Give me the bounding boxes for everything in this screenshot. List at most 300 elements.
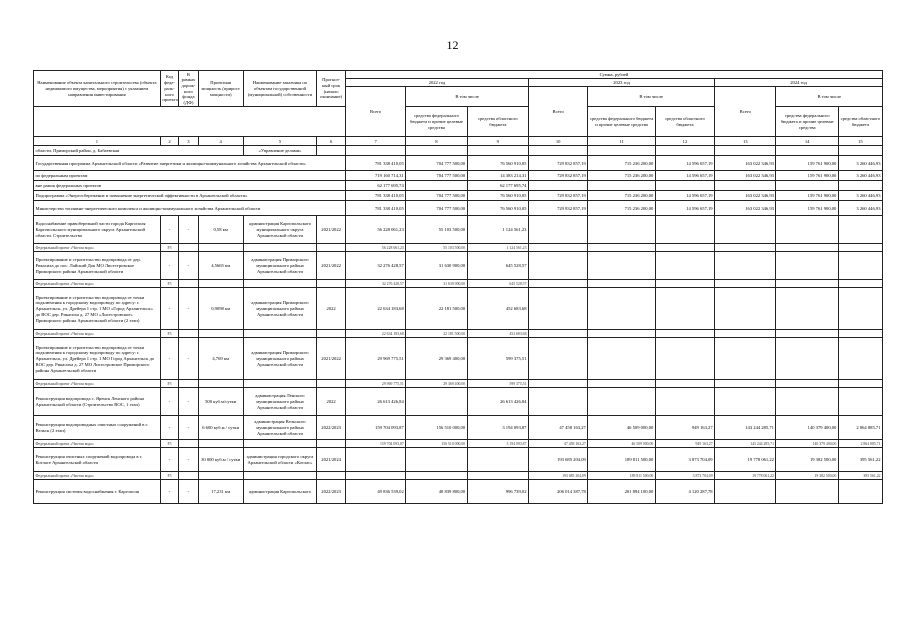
header-object-name: Наименование объекта капитального строительства (объекта недвижимого имущества, мероприятия) с указанием направления инвестирования <box>34 71 161 107</box>
amount-cell <box>528 181 587 191</box>
amount-cell <box>588 330 656 338</box>
amount-cell: 719 160 714,31 <box>345 171 405 181</box>
amount-cell <box>776 280 838 288</box>
term-cell <box>317 440 346 448</box>
header-sum-title: Сумма, рублей <box>345 71 882 79</box>
column-number: 13 <box>715 137 776 146</box>
amount-cell: 62 177 695,74 <box>467 181 528 191</box>
amount-cell: 729 832 857,19 <box>528 156 587 171</box>
amount-cell: 201 894 100,00 <box>588 480 656 504</box>
amount-cell: 4 120 287,78 <box>655 480 714 504</box>
federal-project-code-cell: - <box>160 388 178 416</box>
amount-cell: 163 022 346,93 <box>715 201 776 216</box>
amount-cell <box>588 380 656 388</box>
amount-cell <box>528 288 587 330</box>
amount-cell <box>838 330 882 338</box>
amount-cell: 14 596 657,19 <box>655 201 714 216</box>
row-name: Проектирование и строительство водопровода от дер. Рикасиха до пос. Лайский Док МО Лисестровское Приморского района Архангельской области <box>34 252 161 280</box>
amount-cell: 62 177 695,74 <box>345 181 405 191</box>
amount-cell: 193 685 204,09 <box>528 472 587 480</box>
amount-cell: 949 163,27 <box>655 440 714 448</box>
road-fund-cell: - <box>179 388 198 416</box>
amount-cell <box>715 380 776 388</box>
table-row <box>34 171 883 181</box>
customer-cell: администрация Приморского муниципального района Архангельской области <box>243 338 317 380</box>
federal-project-code-cell: F5 <box>160 280 178 288</box>
amount-cell: 163 022 346,93 <box>715 171 776 181</box>
amount-cell: 704 777 500,00 <box>406 201 467 216</box>
column-number-row <box>34 137 883 146</box>
amount-cell: 704 777 500,00 <box>406 171 467 181</box>
amount-cell: 47 458 163,27 <box>528 440 587 448</box>
amount-cell <box>588 216 656 244</box>
customer-cell: администрация городского округа Архангельской области «Котлас» <box>243 448 317 472</box>
row-name: Подпрограмма «Энергосбережение и повышение энергетической эффективности в Архангельской области» <box>34 191 346 201</box>
amount-cell: 159 704 093,87 <box>345 416 405 440</box>
header-spacer <box>34 107 346 137</box>
road-fund-cell: - <box>179 480 198 504</box>
amount-cell: 3 873 704,09 <box>655 448 714 472</box>
capacity-cell: 0,9098 км <box>198 288 243 330</box>
term-cell: 2021/2022 <box>317 252 346 280</box>
amount-cell: 22 181 500,00 <box>406 288 467 330</box>
amount-cell <box>715 280 776 288</box>
row-name: Проектирование и строительство водопровода от точки подключения к городскому водопроводу по адресу: г. Архангельск, ул. Дрейера 1 стр. 1 МО Город Архангельск до ВОС дер. Рикасиха д. 27 МО Лисестровское Приморского района Архангельской области <box>34 338 161 380</box>
road-fund-cell: - <box>179 338 198 380</box>
amount-cell: 143 244 285,71 <box>715 416 776 440</box>
amount-cell <box>838 252 882 280</box>
amount-cell: 645 528,57 <box>467 280 528 288</box>
object-row <box>34 216 883 244</box>
amount-cell <box>776 216 838 244</box>
header-year-2022: 2022 год <box>345 79 528 87</box>
amount-cell <box>406 472 467 480</box>
amount-cell: 159 704 093,87 <box>345 440 405 448</box>
table-row <box>34 201 883 216</box>
amount-cell <box>838 338 882 380</box>
amount-cell: 14 596 657,19 <box>655 171 714 181</box>
road-fund-cell <box>179 330 198 338</box>
amount-cell: 14 596 657,19 <box>655 191 714 201</box>
amount-cell: 49 836 539,02 <box>345 480 405 504</box>
row-name: Федеральный проект «Чистая вода» <box>34 472 161 480</box>
amount-cell: 32 276 428,57 <box>345 280 405 288</box>
amount-cell <box>406 388 467 416</box>
column-number: 8 <box>406 137 467 146</box>
amount-cell: 29 369 400,00 <box>406 338 467 380</box>
amount-cell: 22 181 500,00 <box>406 330 467 338</box>
row-name: Реконструкция водопровода с. Яренск Ленского района Архангельской области (Строительство ВОС, 1 этап) <box>34 388 161 416</box>
amount-cell <box>715 288 776 330</box>
term-cell <box>317 330 346 338</box>
amount-cell <box>588 338 656 380</box>
amount-cell <box>655 252 714 280</box>
amount-cell: 159 761 900,00 <box>776 191 838 201</box>
amount-cell: 163 022 346,93 <box>715 156 776 171</box>
amount-cell: 159 761 900,00 <box>776 156 838 171</box>
amount-cell: 1 124 561,23 <box>467 216 528 244</box>
customer-cell: администрация Каргопольского <box>243 480 317 504</box>
amount-cell: 76 560 910,05 <box>467 201 528 216</box>
federal-project-code-cell: F5 <box>160 244 178 252</box>
term-cell: 2021/2022 <box>317 338 346 380</box>
capacity-cell: 17,231 км <box>198 480 243 504</box>
amount-cell: 19 778 061,22 <box>715 448 776 472</box>
row-name: Водоснабжение правобережной части города Каргополя Каргопольского муниципального округа Архангельской области. Строительство <box>34 216 161 244</box>
header-federal-project-code: Код феде-раль-ного проекта <box>160 71 178 107</box>
road-fund-cell: - <box>179 288 198 330</box>
amount-cell: 22 634 183,68 <box>345 330 405 338</box>
row-name: Реконструкция системы водоснабжения г. Каргополя <box>34 480 161 504</box>
column-number: 11 <box>588 137 656 146</box>
amount-cell: 452 683,68 <box>467 288 528 330</box>
amount-cell <box>715 338 776 380</box>
amount-cell: 599 375,51 <box>467 380 528 388</box>
amount-cell: 46 509 000,00 <box>588 440 656 448</box>
capacity-cell <box>198 472 243 480</box>
amount-cell <box>528 330 587 338</box>
amount-cell <box>467 448 528 472</box>
amount-cell: 996 739,02 <box>467 480 528 504</box>
amount-cell: 159 761 900,00 <box>776 201 838 216</box>
header-year-2023: 2023 год <box>528 79 714 87</box>
amount-cell <box>838 146 882 156</box>
amount-cell <box>406 181 467 191</box>
term-cell: 2022 <box>317 388 346 416</box>
column-number: 1 <box>34 137 161 146</box>
amount-cell <box>655 181 714 191</box>
road-fund-cell <box>179 472 198 480</box>
source-row <box>34 330 883 338</box>
header-incl-2022: В том числе <box>406 87 529 107</box>
amount-cell: 31 630 900,00 <box>406 280 467 288</box>
amount-cell <box>715 181 776 191</box>
table-row <box>34 181 883 191</box>
road-fund-cell <box>179 280 198 288</box>
customer-cell <box>243 380 317 388</box>
header-incl-2023: В том числе <box>588 87 715 107</box>
federal-project-code-cell: - <box>160 288 178 330</box>
amount-cell <box>528 280 587 288</box>
amount-cell: 704 777 500,00 <box>406 156 467 171</box>
amount-cell <box>776 330 838 338</box>
amount-cell: 1 124 561,23 <box>467 244 528 252</box>
road-fund-cell: - <box>179 416 198 440</box>
row-name: Федеральный проект «Чистая вода» <box>34 244 161 252</box>
road-fund-cell <box>179 244 198 252</box>
amount-cell: 19 382 500,00 <box>776 472 838 480</box>
amount-cell: 715 236 200,00 <box>588 201 656 216</box>
road-fund-cell: - <box>179 252 198 280</box>
amount-cell <box>588 388 656 416</box>
header-road-fund: В рамках дорож-ного фонда (ДФ) <box>179 71 198 107</box>
amount-cell: 56 228 061,23 <box>345 244 405 252</box>
amount-cell: 206 014 387,78 <box>528 480 587 504</box>
amount-cell: 47 458 163,27 <box>528 416 587 440</box>
amount-cell <box>588 288 656 330</box>
object-row <box>34 252 883 280</box>
column-number: 9 <box>467 137 528 146</box>
row-name: Федеральный проект «Чистая вода» <box>34 380 161 388</box>
row-name: Государственная программа Архангельской области «Развитие энергетики и жилищно-коммунального хозяйства Архангельской области» <box>34 156 346 171</box>
amount-cell <box>715 252 776 280</box>
row-name: по федеральным проектам <box>34 171 346 181</box>
capacity-cell <box>198 244 243 252</box>
amount-cell <box>715 244 776 252</box>
column-number: 12 <box>655 137 714 146</box>
federal-project-code-cell: - <box>160 338 178 380</box>
amount-cell: 140 379 400,00 <box>776 440 838 448</box>
amount-cell <box>776 181 838 191</box>
amount-cell: 156 510 000,00 <box>406 440 467 448</box>
amount-cell: 26 613 426,84 <box>467 388 528 416</box>
amount-cell <box>715 388 776 416</box>
header-reg-2024: средства областного бюджета <box>838 107 882 137</box>
amount-cell <box>655 338 714 380</box>
amount-cell: 163 022 346,93 <box>715 191 776 201</box>
federal-project-code-cell: F5 <box>160 472 178 480</box>
object-row <box>34 338 883 380</box>
header-fed-2024: средства федерального бюджета и прочие целевые средства <box>776 107 838 137</box>
capacity-cell <box>198 330 243 338</box>
amount-cell <box>588 252 656 280</box>
amount-cell <box>655 288 714 330</box>
federal-project-code-cell: F5 <box>160 380 178 388</box>
amount-cell <box>588 181 656 191</box>
term-cell: 2021/2024 <box>317 448 346 472</box>
source-row <box>34 244 883 252</box>
capacity-cell <box>198 440 243 448</box>
header-incl-2024: В том числе <box>776 87 883 107</box>
customer-cell: администрация Каргопольского муниципального округа Архангельской области <box>243 216 317 244</box>
amount-cell <box>715 146 776 156</box>
amount-cell <box>588 146 656 156</box>
amount-cell: 31 630 900,00 <box>406 252 467 280</box>
amount-cell: 645 528,57 <box>467 252 528 280</box>
amount-cell <box>528 146 587 156</box>
amount-cell: 729 832 857,19 <box>528 201 587 216</box>
amount-cell: 56 228 061,23 <box>345 216 405 244</box>
amount-cell: 19 382 500,00 <box>776 448 838 472</box>
object-row <box>34 416 883 440</box>
capacity-cell: 4,769 км <box>198 338 243 380</box>
term-cell <box>317 380 346 388</box>
amount-cell: 2 864 885,71 <box>838 440 882 448</box>
amount-cell: 29 969 775,51 <box>345 380 405 388</box>
customer-cell: администрация Приморского муниципального района Архангельской области <box>243 288 317 330</box>
amount-cell: 3 260 446,93 <box>838 156 882 171</box>
customer-cell: администрация Вельского муниципального района Архангельской области <box>243 416 317 440</box>
amount-cell <box>655 216 714 244</box>
header-fed-2022: средства федерального бюджета и прочие целевые средства <box>406 107 467 137</box>
object-row <box>34 448 883 472</box>
header-total-2022: Всего <box>345 87 405 137</box>
amount-cell: 76 560 910,05 <box>467 191 528 201</box>
road-fund-cell: - <box>179 216 198 244</box>
amount-cell <box>528 252 587 280</box>
federal-project-code-cell: - <box>160 480 178 504</box>
amount-cell: 599 375,51 <box>467 338 528 380</box>
capacity-cell: 6 600 куб.м / сутки <box>198 416 243 440</box>
amount-cell: 781 338 410,05 <box>345 201 405 216</box>
federal-project-code-cell: - <box>160 252 178 280</box>
amount-cell <box>528 244 587 252</box>
amount-cell: 140 379 400,00 <box>776 416 838 440</box>
amount-cell: 949 163,27 <box>655 416 714 440</box>
amount-cell <box>776 480 838 504</box>
source-row <box>34 380 883 388</box>
road-fund-cell <box>179 440 198 448</box>
amount-cell <box>467 146 528 156</box>
amount-cell <box>655 280 714 288</box>
customer-cell <box>243 244 317 252</box>
amount-cell <box>528 380 587 388</box>
amount-cell: 143 244 285,71 <box>715 440 776 448</box>
customer-cell <box>243 440 317 448</box>
investment-table <box>33 70 883 504</box>
amount-cell <box>588 244 656 252</box>
amount-cell <box>838 288 882 330</box>
amount-cell: 715 236 200,00 <box>588 171 656 181</box>
amount-cell <box>776 146 838 156</box>
header-reg-2023: средства областного бюджета <box>655 107 714 137</box>
amount-cell: 2 864 885,71 <box>838 416 882 440</box>
table-row <box>34 156 883 171</box>
term-cell: 2021/2022 <box>317 216 346 244</box>
amount-cell: 715 236 200,00 <box>588 156 656 171</box>
column-number: 2 <box>160 137 178 146</box>
amount-cell <box>838 280 882 288</box>
term-cell <box>317 280 346 288</box>
row-name: Реконструкция очистных сооружений водопровода в г. Котласе Архангельской области <box>34 448 161 472</box>
source-row <box>34 440 883 448</box>
federal-project-code-cell: - <box>160 416 178 440</box>
road-fund-cell <box>179 380 198 388</box>
row-name: области, Приморский район, д. Бабаевская <box>34 146 244 156</box>
amount-cell <box>406 448 467 472</box>
amount-cell: 29 969 775,51 <box>345 338 405 380</box>
amount-cell: 781 338 410,05 <box>345 191 405 201</box>
table-row <box>34 191 883 201</box>
row-name: Реконструкция водопроводных очистных сооружений в г. Вельск (2 этап) <box>34 416 161 440</box>
page-number: 12 <box>446 38 459 52</box>
amount-cell: 452 683,68 <box>467 330 528 338</box>
amount-cell: 55 103 500,00 <box>406 244 467 252</box>
amount-cell <box>655 146 714 156</box>
amount-cell: 781 338 410,05 <box>345 156 405 171</box>
column-number: 4 <box>198 137 243 146</box>
amount-cell <box>655 388 714 416</box>
amount-cell: 3 260 446,93 <box>838 191 882 201</box>
amount-cell <box>776 380 838 388</box>
term-cell <box>317 146 346 156</box>
amount-cell <box>588 280 656 288</box>
amount-cell: 32 276 428,57 <box>345 252 405 280</box>
source-row <box>34 472 883 480</box>
amount-cell <box>776 338 838 380</box>
row-name: Министерство топливно-энергетического комплекса и жилищно-коммунального хозяйства Архангельской области <box>34 201 346 216</box>
capacity-cell: 4,5665 км <box>198 252 243 280</box>
amount-cell: 48 839 800,00 <box>406 480 467 504</box>
amount-cell <box>776 388 838 416</box>
object-row <box>34 288 883 330</box>
amount-cell <box>776 252 838 280</box>
amount-cell: 395 561,22 <box>838 472 882 480</box>
amount-cell: 729 832 857,19 <box>528 171 587 181</box>
header-year-2024: 2024 год <box>715 79 883 87</box>
header-reg-2022: средства областного бюджета <box>467 107 528 137</box>
amount-cell: 19 778 061,22 <box>715 472 776 480</box>
amount-cell <box>776 244 838 252</box>
amount-cell <box>345 448 405 472</box>
road-fund-cell: - <box>179 448 198 472</box>
amount-cell <box>715 480 776 504</box>
amount-cell: 3 260 446,93 <box>838 201 882 216</box>
amount-cell <box>528 216 587 244</box>
amount-cell: 14 596 657,19 <box>655 156 714 171</box>
column-number: 14 <box>776 137 838 146</box>
amount-cell: 46 509 000,00 <box>588 416 656 440</box>
amount-cell <box>655 244 714 252</box>
customer-cell: администрация Ленского муниципального района Архангельской области <box>243 388 317 416</box>
amount-cell <box>655 330 714 338</box>
amount-cell: 29 369 400,00 <box>406 380 467 388</box>
column-number: 5 <box>243 137 317 146</box>
amount-cell: 14 383 214,31 <box>467 171 528 181</box>
customer-cell <box>243 330 317 338</box>
amount-cell <box>838 181 882 191</box>
capacity-cell <box>198 280 243 288</box>
amount-cell <box>838 388 882 416</box>
amount-cell: 156 510 000,00 <box>406 416 467 440</box>
row-name: вне рамок федеральных проектов <box>34 181 346 191</box>
customer-cell: «Управление делами» <box>243 146 317 156</box>
header-customer: Наименование заказчика по объектам государственной (муниципальной) собственности <box>243 71 317 107</box>
object-row <box>34 388 883 416</box>
amount-cell: 729 832 857,19 <box>528 191 587 201</box>
federal-project-code-cell: - <box>160 448 178 472</box>
amount-cell <box>528 388 587 416</box>
table-row <box>34 146 883 156</box>
capacity-cell: 0,58 км <box>198 216 243 244</box>
federal-project-code-cell: F5 <box>160 440 178 448</box>
amount-cell: 55 103 500,00 <box>406 216 467 244</box>
term-cell <box>317 472 346 480</box>
amount-cell <box>345 472 405 480</box>
table-header <box>34 71 883 146</box>
amount-cell <box>776 288 838 330</box>
column-number: 3 <box>179 137 198 146</box>
amount-cell: 3 194 093,87 <box>467 416 528 440</box>
amount-cell: 159 761 900,00 <box>776 171 838 181</box>
customer-cell: администрация Приморского муниципального района Архангельской области <box>243 252 317 280</box>
amount-cell <box>467 472 528 480</box>
amount-cell <box>655 380 714 388</box>
amount-cell <box>528 338 587 380</box>
column-number: 6 <box>317 137 346 146</box>
federal-project-code-cell: F5 <box>160 330 178 338</box>
amount-cell: 22 634 183,68 <box>345 288 405 330</box>
column-number: 15 <box>838 137 882 146</box>
row-name: Проектирование и строительство водопровода от точки подключения к городскому водопроводу по адресу: г. Архангельск, ул. Дрейера 1 стр. 1 МО «Город Архангельск» до ВОС дер. Рикасиха д. 27 МО «Лисестровское» Приморского района Архангельской области (2 этап) <box>34 288 161 330</box>
amount-cell: 715 236 200,00 <box>588 191 656 201</box>
amount-cell <box>838 480 882 504</box>
column-number: 7 <box>345 137 405 146</box>
capacity-cell: 30 000 куб.м / сутки <box>198 448 243 472</box>
amount-cell: 3 873 704,09 <box>655 472 714 480</box>
capacity-cell: 500 куб.м/сутки <box>198 388 243 416</box>
federal-project-code-cell: - <box>160 216 178 244</box>
